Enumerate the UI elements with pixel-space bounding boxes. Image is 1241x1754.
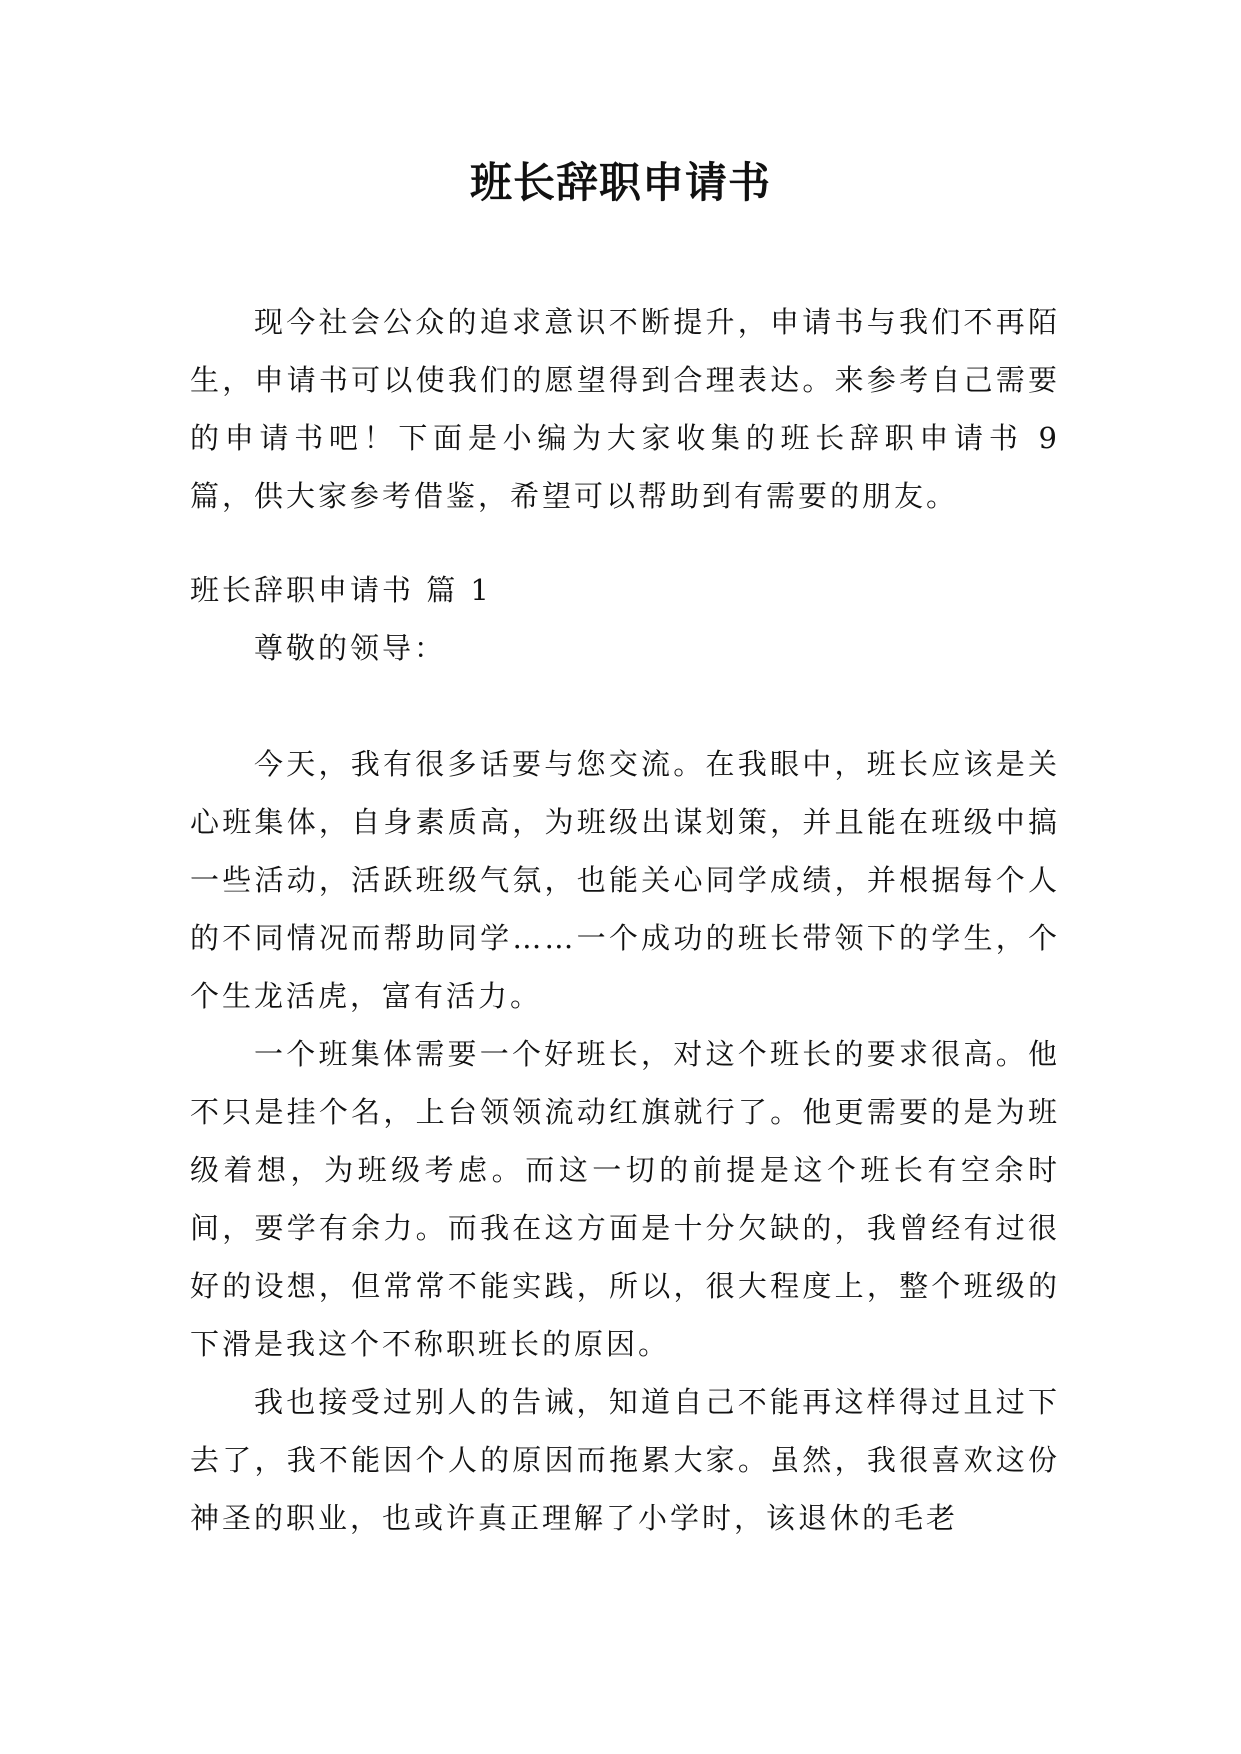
document-body <box>190 293 1060 1547</box>
salutation: 尊敬的领导： <box>254 631 447 665</box>
body-paragraph-3: 我也接受过别人的告诫，知道自己不能再这样得过且过下去了，我不能因个人的原因而拖累大家。虽然，我很喜欢这份神圣的职业，也或许真正理解了小学时，该退休的毛老 <box>190 1385 1060 1535</box>
document-title: 班长辞职申请书 <box>469 158 771 207</box>
section-heading: 班长辞职申请书 篇 1 <box>190 573 492 607</box>
blank-line <box>190 677 1060 735</box>
body-paragraph-2: 一个班集体需要一个好班长，对这个班长的要求很高。他不只是挂个名，上台领领流动红旗就行了。他更需要的是为班级着想，为班级考虑。而这一切的前提是这个班长有空余时间，要学有余力。而我在这方面是十分欠缺的，我曾经有过很好的设想，但常常不能实践，所以，很大程度上，整个班级的下滑是我这个不称职班长的原因。 <box>190 1037 1060 1361</box>
body-paragraph-1: 今天，我有很多话要与您交流。在我眼中，班长应该是关心班集体，自身素质高，为班级出谋划策，并且能在班级中搞一些活动，活跃班级气氛，也能关心同学成绩，并根据每个人的不同情况而帮助同学……一个成功的班长带领下的学生，个个生龙活虎，富有活力。 <box>190 747 1060 1013</box>
intro-paragraph: 现今社会公众的追求意识不断提升，申请书与我们不再陌生，申请书可以使我们的愿望得到合理表达。来参考自己需要的申请书吧！下面是小编为大家收集的班长辞职申请书 9 篇，供大家参考借鉴，希望可以帮助到有需要的朋友。 <box>190 305 1060 513</box>
